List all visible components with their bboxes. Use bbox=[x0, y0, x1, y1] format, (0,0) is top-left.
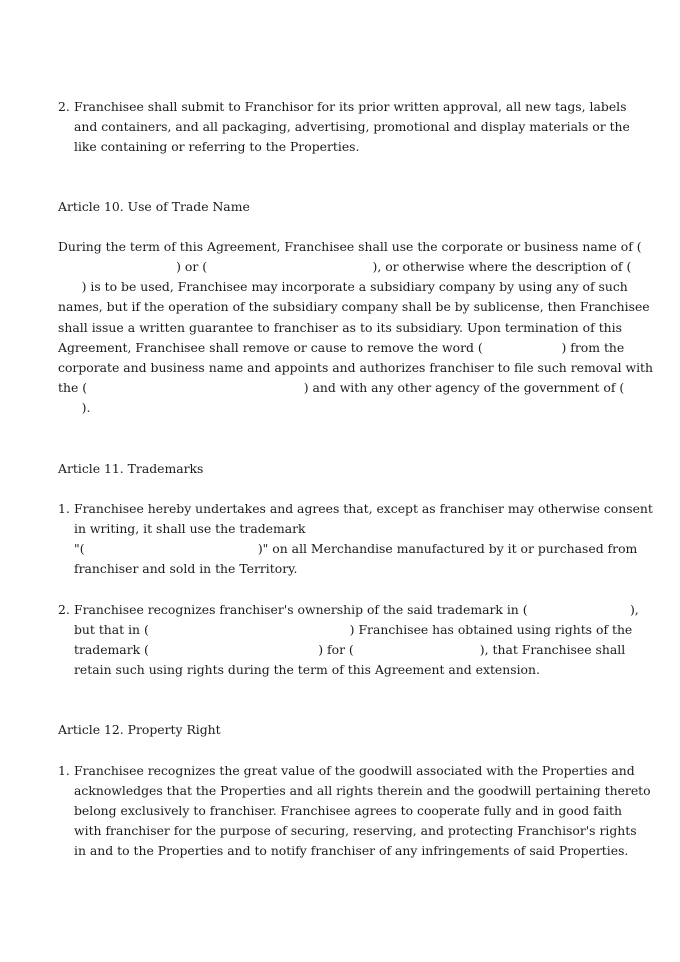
clause-number: 1. bbox=[58, 500, 70, 516]
clause-line: and containers, and all packaging, advertising, promotional and display materials or the bbox=[74, 119, 630, 135]
paragraph-line: corporate and business name and appoints and authorizes franchiser to file such removal with bbox=[58, 360, 654, 376]
article-11-clause-2 bbox=[58, 600, 639, 681]
article-10-heading: Article 10. Use of Trade Name bbox=[58, 198, 250, 214]
article-11-clause-1 bbox=[58, 499, 653, 580]
paragraph-line: names, but if the operation of the subsidiary company shall be by sublicense, then Franchisee bbox=[58, 299, 650, 315]
clause-2-approval bbox=[58, 97, 630, 158]
paragraph-line: ) is to be used, Franchisee may incorporate a subsidiary company by using any of such bbox=[58, 279, 628, 295]
clause-line: franchiser and sold in the Territory. bbox=[74, 561, 298, 577]
article-12-clause-1 bbox=[58, 761, 651, 862]
clause-line: acknowledges that the Properties and all rights therein and the goodwill pertaining thereto bbox=[74, 782, 651, 798]
paragraph-line: the ( ) and with any other agency of the government of ( bbox=[58, 380, 625, 396]
clause-line: Franchisee hereby undertakes and agrees that, except as franchiser may otherwise consent bbox=[74, 500, 653, 516]
clause-line: belong exclusively to franchiser. Franchisee agrees to cooperate fully and in good faith bbox=[74, 803, 622, 819]
paragraph-line: During the term of this Agreement, Franchisee shall use the corporate or business name of ( bbox=[58, 238, 642, 254]
clause-line: like containing or referring to the Properties. bbox=[74, 139, 360, 155]
clause-number: 2. bbox=[58, 601, 70, 617]
paragraph-line: ) or ( ), or otherwise where the description of ( bbox=[58, 259, 632, 275]
clause-line: with franchiser for the purpose of securing, reserving, and protecting Franchisor's rights bbox=[74, 823, 637, 839]
article-10-body bbox=[58, 237, 654, 419]
paragraph-line: Agreement, Franchisee shall remove or cause to remove the word ( ) from the bbox=[58, 339, 625, 355]
clause-line: retain such using rights during the term of this Agreement and extension. bbox=[74, 662, 540, 678]
clause-line: but that in ( ) Franchisee has obtained using rights of the bbox=[74, 621, 633, 637]
article-12-heading: Article 12. Property Right bbox=[58, 722, 221, 738]
document-page bbox=[58, 97, 654, 862]
clause-line: in writing, it shall use the trademark bbox=[74, 521, 306, 537]
clause-line: in and to the Properties and to notify franchiser of any infringements of said Properties. bbox=[74, 843, 629, 859]
clause-line: Franchisee shall submit to Franchisor for its prior written approval, all new tags, labels bbox=[74, 99, 627, 114]
clause-number: 1. bbox=[58, 762, 70, 778]
clause-line: "( )" on all Merchandise manufactured by it or purchased from bbox=[74, 541, 638, 557]
clause-line: Franchisee recognizes the great value of the goodwill associated with the Properties and bbox=[74, 762, 635, 778]
paragraph-line: ). bbox=[58, 400, 91, 416]
clause-line: trademark ( ) for ( ), that Franchisee shall bbox=[74, 642, 626, 658]
article-11-heading: Article 11. Trademarks bbox=[58, 460, 204, 476]
clause-number: 2. bbox=[58, 99, 70, 114]
paragraph-line: shall issue a written guarantee to franchiser as to its subsidiary. Upon termination of this bbox=[58, 319, 622, 335]
clause-line: Franchisee recognizes franchiser's ownership of the said trademark in ( ), bbox=[74, 601, 639, 617]
